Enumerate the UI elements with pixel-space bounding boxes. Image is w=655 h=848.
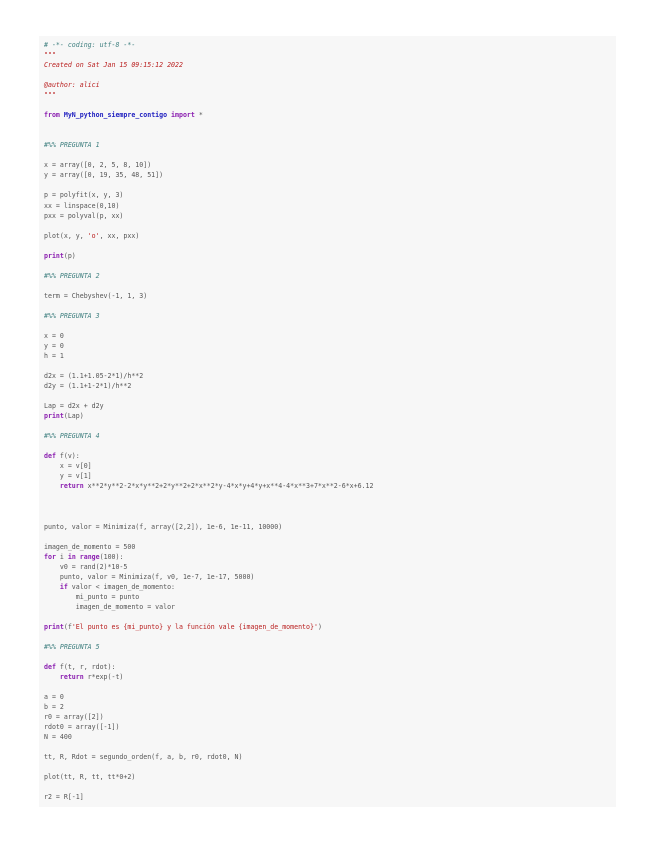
- code-token: x = v[0]: [44, 462, 92, 471]
- code-line: [44, 572, 374, 582]
- code-token: x = 0: [44, 331, 64, 340]
- code-token: if: [44, 582, 72, 591]
- code-line: [44, 50, 374, 60]
- code-token: ): [317, 622, 322, 631]
- code-token: print: [44, 622, 64, 631]
- code-token: r2 = R[-1]: [44, 793, 84, 802]
- code-token: pxx = polyval(p, xx): [44, 211, 124, 220]
- code-line: [44, 752, 374, 762]
- code-line: [44, 381, 374, 391]
- code-line: [44, 190, 374, 200]
- code-token: f(t, r, rdot):: [59, 662, 116, 671]
- code-line: [44, 732, 374, 742]
- code-line: [44, 562, 374, 572]
- code-token: in: [67, 552, 80, 561]
- code-line: [44, 170, 374, 180]
- code-token: Created on Sat Jan 15 09:15:12 2022: [44, 61, 183, 70]
- code-token: valor < imagen_de_momento:: [71, 582, 176, 591]
- code-line: [44, 261, 374, 271]
- code-token: r0 = array([2]): [44, 713, 104, 722]
- code-token: print: [44, 251, 64, 260]
- code-token: r*exp(-t): [87, 672, 124, 681]
- code-token: imagen_de_momento = 500: [44, 542, 136, 551]
- code-line: [44, 441, 374, 451]
- code-token: rdot0 = array([-1]): [44, 723, 120, 732]
- code-line: [44, 431, 374, 441]
- code-line: [44, 451, 374, 461]
- code-line: [44, 481, 374, 491]
- code-line: [44, 40, 374, 50]
- code-line: [44, 552, 374, 562]
- code-line: [44, 682, 374, 692]
- code-line: [44, 672, 374, 682]
- code-token: (Lap): [63, 412, 84, 421]
- code-line: [44, 471, 374, 481]
- source-code: [44, 40, 374, 802]
- code-token: import: [167, 111, 195, 120]
- code-line: [44, 702, 374, 712]
- code-line: [44, 70, 374, 80]
- code-token: h = 1: [44, 351, 64, 360]
- code-token: f(v):: [59, 452, 80, 461]
- code-token: d2x = (1.1+1.05-2*1)/h**2: [44, 372, 144, 381]
- code-line: [44, 271, 374, 281]
- code-token: return: [44, 672, 88, 681]
- code-line: [44, 110, 374, 120]
- code-line: [44, 401, 374, 411]
- code-token: #%% PREGUNTA 2: [44, 271, 100, 280]
- code-line: [44, 762, 374, 772]
- code-line: [44, 582, 374, 592]
- code-line: [44, 331, 374, 341]
- code-token: return: [44, 482, 88, 491]
- code-token: x = array([0, 2, 5, 8, 10]): [44, 161, 152, 170]
- code-token: print: [44, 412, 64, 421]
- code-line: [44, 160, 374, 170]
- code-token: def: [44, 662, 60, 671]
- code-token: #%% PREGUNTA 5: [44, 642, 100, 651]
- code-token: (p): [63, 251, 76, 260]
- code-line: [44, 592, 374, 602]
- code-token: d2y = (1.1+1-2*1)/h**2: [44, 382, 132, 391]
- code-line: [44, 491, 374, 501]
- code-line: [44, 281, 374, 291]
- code-line: [44, 150, 374, 160]
- code-token: def: [44, 452, 60, 461]
- code-token: punto, valor = Minimiza(f, v0, 1e-7, 1e-17, 5000): [44, 572, 255, 581]
- code-line: [44, 90, 374, 100]
- code-token: #%% PREGUNTA 3: [44, 311, 100, 320]
- code-token: plot(x, y,: [44, 231, 88, 240]
- code-line: [44, 391, 374, 401]
- code-line: [44, 522, 374, 532]
- code-token: y = 0: [44, 341, 64, 350]
- code-line: [44, 120, 374, 130]
- code-line: [44, 291, 374, 301]
- code-panel: [39, 36, 616, 807]
- code-token: v0 = rand(2)*10-5: [44, 562, 128, 571]
- code-token: p = polyfit(x, y, 3): [44, 191, 124, 200]
- code-token: i: [59, 552, 68, 561]
- code-line: [44, 652, 374, 662]
- code-line: [44, 642, 374, 652]
- code-token: *: [194, 111, 203, 120]
- code-token: punto, valor = Minimiza(f, array([2,2]), 1e-6, 1e-11, 10000): [44, 522, 283, 531]
- code-line: [44, 251, 374, 261]
- code-line: [44, 712, 374, 722]
- code-token: range: [79, 552, 100, 561]
- code-token: from: [44, 111, 64, 120]
- code-token: 'o': [87, 231, 100, 240]
- code-token: tt, R, Rdot = segundo_orden(f, a, b, r0, rdot0, N): [44, 753, 243, 762]
- code-line: [44, 180, 374, 190]
- code-line: [44, 532, 374, 542]
- code-token: 'El punto es {mi_punto} y la función vale {imagen_de_momento}': [71, 622, 318, 631]
- code-line: [44, 602, 374, 612]
- code-line: [44, 742, 374, 752]
- code-line: [44, 632, 374, 642]
- code-token: # -*- coding: utf-8 -*-: [44, 41, 136, 49]
- code-token: y = array([0, 19, 35, 48, 51]): [44, 171, 164, 180]
- code-line: [44, 321, 374, 331]
- code-token: y = v[1]: [44, 472, 92, 481]
- code-token: Lap = d2x + d2y: [44, 402, 104, 411]
- code-line: [44, 792, 374, 802]
- code-line: [44, 371, 374, 381]
- code-line: [44, 662, 374, 672]
- code-token: @author: alici: [44, 81, 100, 90]
- code-line: [44, 692, 374, 702]
- code-token: MyN_python_siempre_contigo: [63, 111, 168, 120]
- code-line: [44, 361, 374, 371]
- code-line: [44, 140, 374, 150]
- code-line: [44, 211, 374, 221]
- code-line: [44, 341, 374, 351]
- code-token: imagen_de_momento = valor: [44, 602, 176, 611]
- code-line: [44, 461, 374, 471]
- code-line: [44, 221, 374, 231]
- code-token: term = Chebyshev(-1, 1, 3): [44, 291, 148, 300]
- code-line: [44, 421, 374, 431]
- code-token: """: [44, 51, 56, 60]
- code-token: """: [44, 91, 56, 100]
- code-token: plot(tt, R, tt, tt*0+2): [44, 773, 136, 782]
- code-line: [44, 301, 374, 311]
- code-token: x**2*y**2-2*x*y**2+2*y**2+2*x**2*y-4*x*y+4*y+x**4-4*x**3+7*x**2-6*x+6.12: [87, 482, 374, 491]
- code-token: (100):: [99, 552, 124, 561]
- code-line: [44, 612, 374, 622]
- code-line: [44, 722, 374, 732]
- code-line: [44, 60, 374, 70]
- code-line: [44, 130, 374, 140]
- code-line: [44, 311, 374, 321]
- code-line: [44, 351, 374, 361]
- code-line: [44, 241, 374, 251]
- code-line: [44, 231, 374, 241]
- code-line: [44, 201, 374, 211]
- code-token: (f: [63, 622, 72, 631]
- code-line: [44, 80, 374, 90]
- code-token: mi_punto = punto: [44, 592, 140, 601]
- code-token: b = 2: [44, 703, 64, 712]
- code-token: #%% PREGUNTA 4: [44, 432, 100, 441]
- code-line: [44, 411, 374, 421]
- code-token: #%% PREGUNTA 1: [44, 141, 100, 150]
- code-line: [44, 501, 374, 511]
- code-line: [44, 772, 374, 782]
- code-token: for: [44, 552, 60, 561]
- code-token: a = 0: [44, 693, 64, 702]
- code-line: [44, 511, 374, 521]
- code-token: xx = linspace(0,10): [44, 201, 120, 210]
- code-line: [44, 542, 374, 552]
- code-line: [44, 100, 374, 110]
- code-line: [44, 622, 374, 632]
- code-token: , xx, pxx): [99, 231, 140, 240]
- code-token: N = 400: [44, 733, 72, 742]
- code-line: [44, 782, 374, 792]
